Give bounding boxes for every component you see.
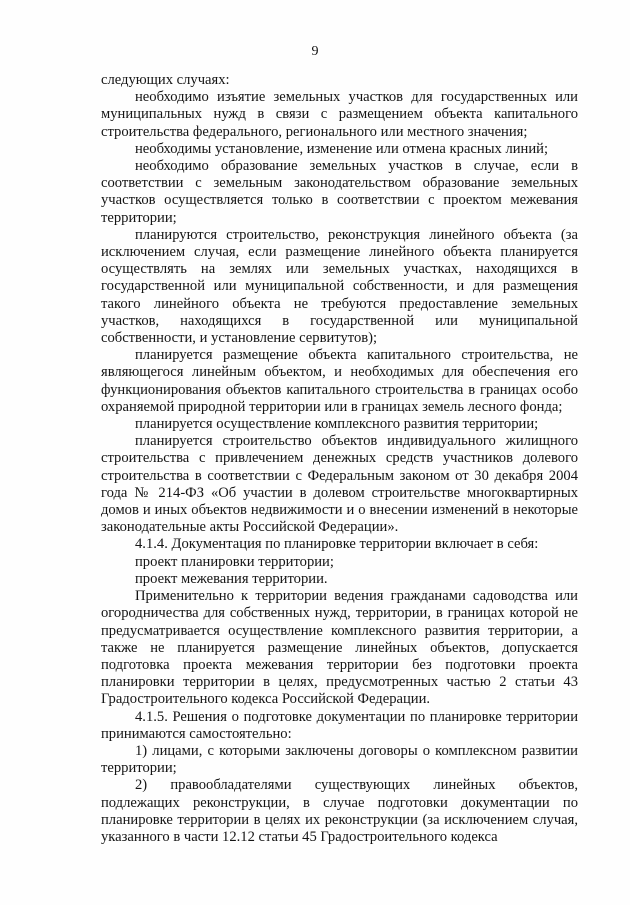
paragraph-item-1: 1) лицами, с которыми заключены договоры о комплексном развитии территории; [101, 742, 578, 777]
paragraph-section-4-1-4: 4.1.4. Документация по планировке территории включает в себя: [135, 536, 539, 553]
paragraph-section-4-1-5: 4.1.5. Решения о подготовке документации по планировке территории принимаются самостоятельно: [101, 708, 578, 742]
paragraph-red-lines: необходимы установление, изменение или отмена красных линий; [135, 140, 549, 157]
paragraph-cases-intro: следующих случаях: [101, 72, 230, 88]
paragraph-protected-territory: планируется размещение объекта капитального строительства, не являющегося линейным объектом, и необходимых для обеспечения его функционирования объектов капитального строительства в границах особо охраняемой природной территории или в границах земель лесного фонда; [101, 347, 578, 415]
document-body [101, 72, 578, 846]
paragraph-gardening-territory: Применительно к территории ведения гражданами садоводства или огородничества для собственных нужд, территории, в границах которой не предусматривается осуществление комплексного развития территории, а также не планируется размещение линейных объектов, допускается подготовка проекта межевания территории без подготовки проекта планировки территории в целях, предусмотренных частью 2 статьи 43 Градостроительного кодекса Российской Федерации. [101, 588, 578, 708]
paragraph-planning-project: проект планировки территории; [135, 553, 334, 570]
paragraph-land-formation: необходимо образование земельных участков в случае, если в соответствии с земельным законодательством образование земельных участков осуществляется только в соответствии с проектом межевания территории; [101, 158, 578, 226]
paragraph-complex-development: планируется осуществление комплексного развития территории; [135, 416, 539, 433]
paragraph-surveying-project: проект межевания территории. [135, 570, 328, 587]
paragraph-land-seizure: необходимо изъятие земельных участков для государственных или муниципальных нужд в связи с размещением объекта капитального строительства федерального, регионального или местного значения; [101, 89, 578, 140]
paragraph-housing-construction: планируется строительство объектов индивидуального жилищного строительства с привлечением денежных средств участников долевого строительства в соответствии с Федеральным законом от 30 декабря 2004 года № 214-ФЗ «Об участии в долевом строительстве многоквартирных домов и иных объектов недвижимости и о внесении изменений в некоторые законодательные акты Российской Федерации». [101, 433, 578, 536]
paragraph-linear-object: планируются строительство, реконструкция линейного объекта (за исключением случая, если размещение линейного объекта планируется осуществлять на землях или земельных участках, находящихся в государственной или муниципальной собственности, и для размещения такого линейного объекта не требуются предоставление земельных участков, находящихся в государственной или муниципальной собственности, и установление сервитутов); [101, 226, 578, 347]
page-number: 9 [311, 44, 319, 59]
paragraph-item-2: 2) правообладателями существующих линейных объектов, подлежащих реконструкции, в случае подготовки документации по планировке территории в целях их реконструкции (за исключением случая, указанного в части 12.12 статьи 45 Градостроительного кодекса [101, 777, 578, 845]
